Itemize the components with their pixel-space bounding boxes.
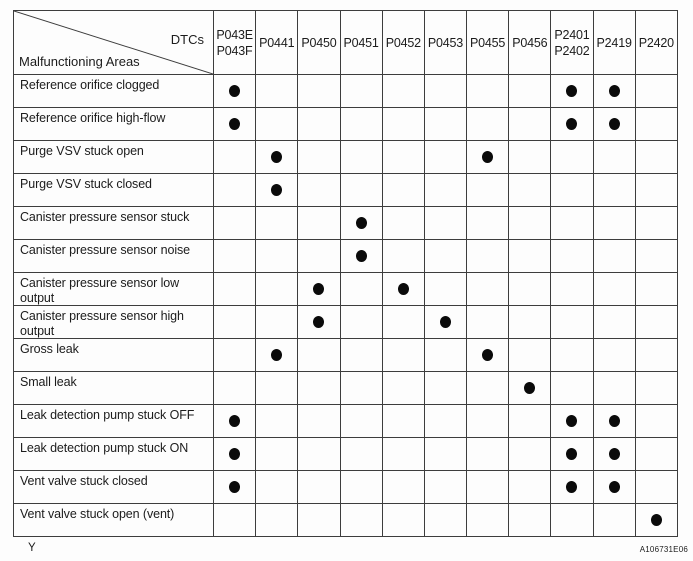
matrix-cell xyxy=(256,405,298,438)
applicability-dot xyxy=(566,481,577,493)
matrix-cell xyxy=(340,207,382,240)
column-header-label: P0441 xyxy=(259,35,295,50)
matrix-cell xyxy=(340,438,382,471)
table-row xyxy=(14,471,678,504)
matrix-cell xyxy=(635,504,677,537)
matrix-cell xyxy=(214,75,256,108)
matrix-cell xyxy=(509,273,551,306)
matrix-cell xyxy=(340,240,382,273)
table-row xyxy=(14,174,678,207)
applicability-dot xyxy=(524,382,535,394)
matrix-cell xyxy=(551,240,593,273)
matrix-cell xyxy=(635,141,677,174)
table-header-row xyxy=(14,11,678,75)
applicability-dot xyxy=(609,85,620,97)
matrix-cell xyxy=(382,108,424,141)
applicability-dot xyxy=(229,415,240,427)
matrix-cell xyxy=(467,471,509,504)
matrix-cell xyxy=(635,471,677,504)
applicability-dot xyxy=(440,316,451,328)
row-label: Leak detection pump stuck ON xyxy=(14,438,214,471)
dtc-matrix-table xyxy=(13,10,678,537)
matrix-cell xyxy=(382,504,424,537)
matrix-cell xyxy=(424,75,466,108)
matrix-cell xyxy=(382,438,424,471)
matrix-cell xyxy=(424,504,466,537)
matrix-cell xyxy=(340,75,382,108)
row-label: Reference orifice high-flow xyxy=(14,108,214,141)
applicability-dot xyxy=(651,514,662,526)
column-header-label: P2402 xyxy=(554,43,590,58)
matrix-cell xyxy=(424,339,466,372)
row-label: Vent valve stuck open (vent) xyxy=(14,504,214,537)
matrix-cell xyxy=(382,75,424,108)
matrix-cell xyxy=(382,174,424,207)
matrix-cell xyxy=(424,438,466,471)
matrix-cell xyxy=(509,438,551,471)
page-footer xyxy=(0,541,693,559)
matrix-cell xyxy=(382,141,424,174)
matrix-cell xyxy=(509,306,551,339)
matrix-cell xyxy=(298,438,340,471)
matrix-cell xyxy=(593,471,635,504)
matrix-cell xyxy=(509,75,551,108)
applicability-dot xyxy=(271,349,282,361)
matrix-cell xyxy=(214,438,256,471)
applicability-dot xyxy=(566,85,577,97)
matrix-cell xyxy=(214,207,256,240)
matrix-cell xyxy=(214,174,256,207)
applicability-dot xyxy=(356,250,367,262)
matrix-cell xyxy=(593,141,635,174)
matrix-cell xyxy=(382,372,424,405)
matrix-cell xyxy=(551,174,593,207)
matrix-cell xyxy=(340,273,382,306)
matrix-cell xyxy=(424,141,466,174)
table-body xyxy=(14,75,678,537)
matrix-cell xyxy=(551,306,593,339)
matrix-cell xyxy=(635,174,677,207)
matrix-cell xyxy=(635,273,677,306)
table-row xyxy=(14,339,678,372)
matrix-cell xyxy=(298,207,340,240)
matrix-cell xyxy=(467,174,509,207)
matrix-cell xyxy=(509,141,551,174)
row-label: Gross leak xyxy=(14,339,214,372)
matrix-cell xyxy=(340,339,382,372)
table-row xyxy=(14,240,678,273)
applicability-dot xyxy=(313,283,324,295)
column-header-p0441 xyxy=(256,11,298,75)
matrix-cell xyxy=(382,471,424,504)
matrix-cell xyxy=(635,438,677,471)
table-head xyxy=(14,11,678,75)
matrix-cell xyxy=(256,504,298,537)
column-header-p0452 xyxy=(382,11,424,75)
applicability-dot xyxy=(566,415,577,427)
applicability-dot xyxy=(566,118,577,130)
matrix-cell xyxy=(467,240,509,273)
matrix-cell xyxy=(298,75,340,108)
corner-label-malfunctioning-areas: Malfunctioning Areas xyxy=(19,54,140,69)
page-marker: Y xyxy=(28,542,36,554)
row-label: Canister pressure sensor noise xyxy=(14,240,214,273)
column-header-label: P0453 xyxy=(427,35,464,50)
matrix-cell xyxy=(214,141,256,174)
matrix-cell xyxy=(256,174,298,207)
matrix-cell xyxy=(298,141,340,174)
matrix-cell xyxy=(424,174,466,207)
column-header-label: P0456 xyxy=(512,35,548,50)
matrix-cell xyxy=(593,273,635,306)
matrix-cell xyxy=(214,471,256,504)
table-row xyxy=(14,438,678,471)
matrix-cell xyxy=(551,108,593,141)
matrix-cell xyxy=(340,504,382,537)
matrix-cell xyxy=(298,174,340,207)
matrix-cell xyxy=(467,405,509,438)
matrix-cell xyxy=(551,75,593,108)
table-row xyxy=(14,504,678,537)
matrix-cell xyxy=(467,75,509,108)
matrix-cell xyxy=(340,306,382,339)
matrix-cell xyxy=(340,108,382,141)
matrix-cell xyxy=(509,174,551,207)
matrix-cell xyxy=(509,405,551,438)
column-header-p0456 xyxy=(509,11,551,75)
applicability-dot xyxy=(229,481,240,493)
matrix-cell xyxy=(256,438,298,471)
matrix-cell xyxy=(382,339,424,372)
applicability-dot xyxy=(609,118,620,130)
matrix-cell xyxy=(635,405,677,438)
applicability-dot xyxy=(398,283,409,295)
matrix-cell xyxy=(340,405,382,438)
matrix-cell xyxy=(298,306,340,339)
matrix-cell xyxy=(593,174,635,207)
applicability-dot xyxy=(609,481,620,493)
table-row xyxy=(14,75,678,108)
matrix-cell xyxy=(340,372,382,405)
matrix-cell xyxy=(214,405,256,438)
column-header-p2401-p2402 xyxy=(551,11,593,75)
column-header-label: P0451 xyxy=(343,35,379,50)
matrix-cell xyxy=(256,273,298,306)
row-label: Reference orifice clogged xyxy=(14,75,214,108)
matrix-cell xyxy=(551,372,593,405)
row-label: Small leak xyxy=(14,372,214,405)
matrix-cell xyxy=(214,372,256,405)
matrix-cell xyxy=(467,306,509,339)
applicability-dot xyxy=(229,118,240,130)
corner-label-dtcs: DTCs xyxy=(170,32,204,47)
matrix-cell xyxy=(382,405,424,438)
matrix-cell xyxy=(467,273,509,306)
matrix-cell xyxy=(424,372,466,405)
matrix-cell xyxy=(551,438,593,471)
column-header-p043e-p043f xyxy=(214,11,256,75)
matrix-cell xyxy=(467,108,509,141)
matrix-cell xyxy=(593,75,635,108)
matrix-cell xyxy=(424,240,466,273)
matrix-cell xyxy=(509,108,551,141)
matrix-cell xyxy=(214,273,256,306)
matrix-cell xyxy=(509,339,551,372)
applicability-dot xyxy=(229,448,240,460)
corner-header-cell xyxy=(14,11,214,75)
column-header-p0450 xyxy=(298,11,340,75)
matrix-cell xyxy=(551,405,593,438)
column-header-label: P2419 xyxy=(596,35,632,50)
matrix-cell xyxy=(256,240,298,273)
matrix-cell xyxy=(635,372,677,405)
matrix-cell xyxy=(298,240,340,273)
row-label: Canister pressure sensor high output xyxy=(14,306,214,339)
matrix-cell xyxy=(214,108,256,141)
matrix-cell xyxy=(593,207,635,240)
matrix-cell xyxy=(551,207,593,240)
table-row xyxy=(14,306,678,339)
matrix-cell xyxy=(382,273,424,306)
row-label: Purge VSV stuck closed xyxy=(14,174,214,207)
matrix-cell xyxy=(382,240,424,273)
table-row xyxy=(14,405,678,438)
row-label: Canister pressure sensor stuck xyxy=(14,207,214,240)
applicability-dot xyxy=(482,349,493,361)
matrix-cell xyxy=(467,372,509,405)
column-header-label: P2401 xyxy=(554,27,590,42)
applicability-dot xyxy=(313,316,324,328)
matrix-cell xyxy=(509,207,551,240)
matrix-cell xyxy=(256,306,298,339)
column-header-p0453 xyxy=(424,11,466,75)
column-header-label: P0450 xyxy=(301,35,337,50)
table-row xyxy=(14,108,678,141)
applicability-dot xyxy=(566,448,577,460)
figure-code: A106731E06 xyxy=(639,545,688,554)
matrix-cell xyxy=(256,108,298,141)
matrix-cell xyxy=(593,306,635,339)
matrix-cell xyxy=(424,306,466,339)
matrix-cell xyxy=(424,405,466,438)
matrix-cell xyxy=(256,339,298,372)
matrix-cell xyxy=(551,273,593,306)
matrix-cell xyxy=(256,471,298,504)
matrix-cell xyxy=(467,504,509,537)
matrix-cell xyxy=(635,306,677,339)
matrix-cell xyxy=(635,207,677,240)
matrix-cell xyxy=(593,372,635,405)
matrix-cell xyxy=(214,240,256,273)
matrix-cell xyxy=(551,471,593,504)
column-header-p0455 xyxy=(467,11,509,75)
applicability-dot xyxy=(482,151,493,163)
matrix-cell xyxy=(424,207,466,240)
matrix-cell xyxy=(298,504,340,537)
applicability-dot xyxy=(609,448,620,460)
column-header-label: P0452 xyxy=(385,35,421,50)
column-header-p0451 xyxy=(340,11,382,75)
matrix-cell xyxy=(509,471,551,504)
matrix-cell xyxy=(298,339,340,372)
table-row xyxy=(14,141,678,174)
matrix-cell xyxy=(593,438,635,471)
matrix-cell xyxy=(214,339,256,372)
matrix-cell xyxy=(551,141,593,174)
matrix-cell xyxy=(593,405,635,438)
column-header-label: P043E xyxy=(216,27,253,42)
column-header-label: P043F xyxy=(216,43,253,58)
matrix-cell xyxy=(593,108,635,141)
matrix-cell xyxy=(298,471,340,504)
column-header-p2419 xyxy=(593,11,635,75)
matrix-cell xyxy=(298,108,340,141)
matrix-cell xyxy=(467,207,509,240)
matrix-cell xyxy=(635,240,677,273)
matrix-cell xyxy=(424,471,466,504)
matrix-cell xyxy=(635,75,677,108)
matrix-cell xyxy=(509,240,551,273)
matrix-cell xyxy=(382,207,424,240)
matrix-cell xyxy=(635,108,677,141)
row-label: Canister pressure sensor low output xyxy=(14,273,214,306)
matrix-cell xyxy=(382,306,424,339)
matrix-cell xyxy=(340,141,382,174)
matrix-cell xyxy=(509,504,551,537)
applicability-dot xyxy=(356,217,367,229)
matrix-cell xyxy=(635,339,677,372)
applicability-dot xyxy=(229,85,240,97)
column-header-label: P2420 xyxy=(638,35,674,50)
matrix-cell xyxy=(256,75,298,108)
applicability-dot xyxy=(271,184,282,196)
matrix-cell xyxy=(256,207,298,240)
matrix-cell xyxy=(340,471,382,504)
row-label: Purge VSV stuck open xyxy=(14,141,214,174)
table-row xyxy=(14,273,678,306)
matrix-cell xyxy=(298,273,340,306)
matrix-cell xyxy=(593,240,635,273)
matrix-cell xyxy=(298,372,340,405)
matrix-cell xyxy=(214,504,256,537)
row-label: Vent valve stuck closed xyxy=(14,471,214,504)
applicability-dot xyxy=(609,415,620,427)
matrix-cell xyxy=(256,372,298,405)
matrix-cell xyxy=(593,339,635,372)
column-header-label: P0455 xyxy=(470,35,506,50)
matrix-cell xyxy=(424,273,466,306)
matrix-cell xyxy=(214,306,256,339)
matrix-cell xyxy=(424,108,466,141)
matrix-cell xyxy=(551,339,593,372)
column-header-p2420 xyxy=(635,11,677,75)
applicability-dot xyxy=(271,151,282,163)
row-label: Leak detection pump stuck OFF xyxy=(14,405,214,438)
table-row xyxy=(14,372,678,405)
matrix-cell xyxy=(467,339,509,372)
matrix-cell xyxy=(551,504,593,537)
matrix-cell xyxy=(593,504,635,537)
matrix-cell xyxy=(298,405,340,438)
matrix-cell xyxy=(467,141,509,174)
matrix-cell xyxy=(509,372,551,405)
matrix-cell xyxy=(340,174,382,207)
matrix-cell xyxy=(256,141,298,174)
matrix-cell xyxy=(467,438,509,471)
table-row xyxy=(14,207,678,240)
